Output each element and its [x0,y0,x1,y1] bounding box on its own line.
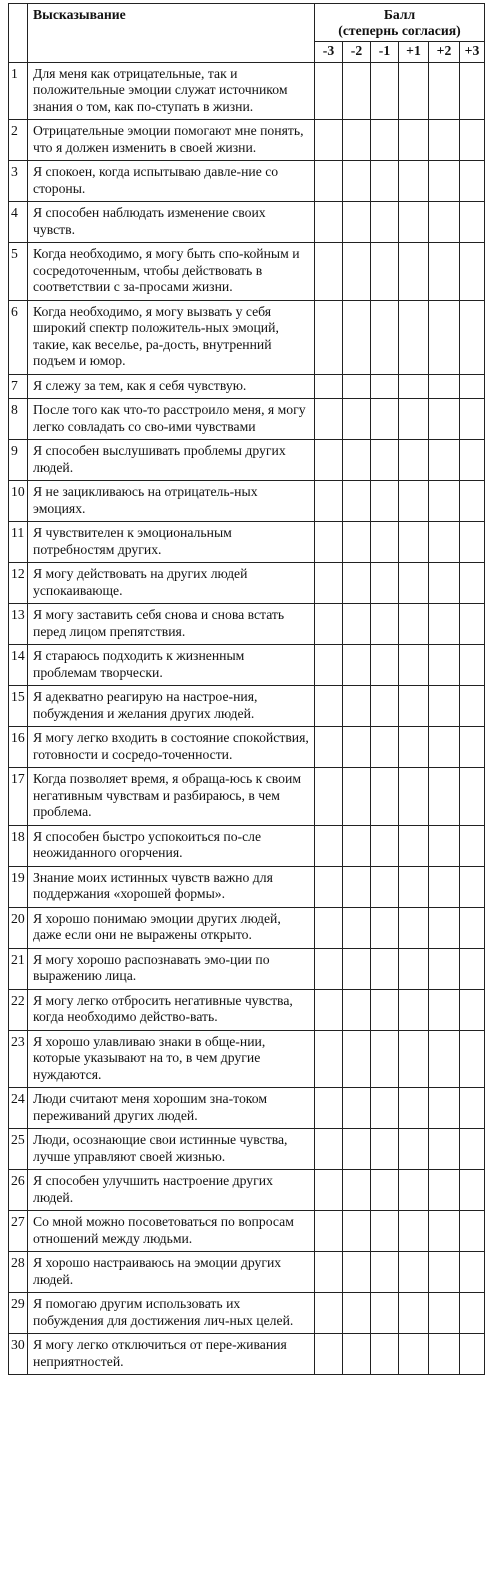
score-cell-3[interactable] [371,399,399,440]
score-cell-3[interactable] [371,1030,399,1088]
score-cell-5[interactable] [429,866,460,907]
score-cell-2[interactable] [343,1211,371,1252]
score-cell-3[interactable] [371,768,399,826]
item-statement: Для меня как отрицательные, так и положительные эмоции служат источником знания о том, как по-ступать в жизни. [28,62,315,120]
score-cell-1[interactable] [315,825,343,866]
scale-plus-1: +1 [399,42,429,63]
table-row [9,399,485,440]
score-cell-4[interactable] [399,989,429,1030]
item-statement: Я чувствителен к эмоциональным потребностям других. [28,522,315,563]
item-number: 6 [9,300,28,374]
score-cell-3[interactable] [371,1211,399,1252]
score-cell-5[interactable] [429,374,460,399]
item-number: 14 [9,645,28,686]
score-cell-2[interactable] [343,604,371,645]
score-cell-4[interactable] [399,727,429,768]
score-cell-2[interactable] [343,768,371,826]
score-cell-6[interactable] [460,768,485,826]
score-cell-3[interactable] [371,1293,399,1334]
item-number: 23 [9,1030,28,1088]
score-cell-5[interactable] [429,1170,460,1211]
score-cell-1[interactable] [315,866,343,907]
table-row [9,1293,485,1334]
item-statement: Я хорошо понимаю эмоции других людей, даже если они не выражены открыто. [28,907,315,948]
item-statement: Я не зацикливаюсь на отрицатель-ных эмоциях. [28,481,315,522]
item-statement: Я помогаю другим использовать их побуждения для достижения лич-ных целей. [28,1293,315,1334]
score-cell-3[interactable] [371,161,399,202]
score-cell-4[interactable] [399,1211,429,1252]
item-statement: Я могу легко отключиться от пере-живания неприятностей. [28,1334,315,1375]
table-row [9,120,485,161]
score-cell-5[interactable] [429,202,460,243]
item-statement: Я хорошо улавливаю знаки в обще-нии, которые указывают на то, в чем другие нуждаются. [28,1030,315,1088]
score-cell-5[interactable] [429,768,460,826]
score-cell-4[interactable] [399,948,429,989]
questionnaire-table [8,3,485,1375]
score-cell-1[interactable] [315,161,343,202]
score-cell-5[interactable] [429,645,460,686]
score-cell-1[interactable] [315,481,343,522]
score-cell-3[interactable] [371,604,399,645]
score-cell-6[interactable] [460,243,485,301]
score-cell-1[interactable] [315,202,343,243]
score-cell-2[interactable] [343,1088,371,1129]
table-row [9,768,485,826]
item-statement: Я способен улучшить настроение других людей. [28,1170,315,1211]
score-cell-3[interactable] [371,1334,399,1375]
score-cell-5[interactable] [429,522,460,563]
score-cell-4[interactable] [399,243,429,301]
item-statement: Когда позволяет время, я обраща-юсь к своим негативным чувствам и разбираюсь, в чем проблема. [28,768,315,826]
score-cell-4[interactable] [399,120,429,161]
item-number: 4 [9,202,28,243]
score-cell-3[interactable] [371,522,399,563]
score-cell-1[interactable] [315,907,343,948]
item-number: 30 [9,1334,28,1375]
score-cell-6[interactable] [460,161,485,202]
score-cell-4[interactable] [399,604,429,645]
score-cell-5[interactable] [429,907,460,948]
item-number: 28 [9,1252,28,1293]
score-cell-4[interactable] [399,522,429,563]
table-row [9,727,485,768]
table-row [9,522,485,563]
score-cell-1[interactable] [315,563,343,604]
score-cell-3[interactable] [371,563,399,604]
score-cell-2[interactable] [343,161,371,202]
item-statement: Люди, осознающие свои истинные чувства, лучше управляют своей жизнью. [28,1129,315,1170]
score-cell-1[interactable] [315,62,343,120]
score-cell-2[interactable] [343,300,371,374]
score-cell-4[interactable] [399,1293,429,1334]
score-cell-6[interactable] [460,727,485,768]
score-cell-6[interactable] [460,825,485,866]
score-cell-3[interactable] [371,989,399,1030]
score-cell-6[interactable] [460,866,485,907]
score-cell-2[interactable] [343,948,371,989]
item-statement: Я хорошо настраиваюсь на эмоции других людей. [28,1252,315,1293]
score-cell-6[interactable] [460,686,485,727]
score-cell-1[interactable] [315,1129,343,1170]
score-cell-1[interactable] [315,522,343,563]
score-cell-1[interactable] [315,604,343,645]
score-cell-5[interactable] [429,243,460,301]
item-statement: Я способен выслушивать проблемы других людей. [28,440,315,481]
score-cell-4[interactable] [399,481,429,522]
score-cell-4[interactable] [399,1334,429,1375]
score-cell-5[interactable] [429,989,460,1030]
item-number: 24 [9,1088,28,1129]
item-number: 25 [9,1129,28,1170]
score-cell-4[interactable] [399,1170,429,1211]
score-header [315,4,485,42]
table-row [9,1030,485,1088]
score-cell-3[interactable] [371,686,399,727]
table-row [9,686,485,727]
table-row [9,866,485,907]
score-cell-6[interactable] [460,1334,485,1375]
score-cell-2[interactable] [343,440,371,481]
scale-minus-2: -2 [343,42,371,63]
score-cell-6[interactable] [460,1170,485,1211]
item-number: 10 [9,481,28,522]
score-cell-1[interactable] [315,374,343,399]
score-cell-5[interactable] [429,399,460,440]
score-cell-4[interactable] [399,907,429,948]
item-statement: Я могу легко отбросить негативные чувства, когда необходимо действо-вать. [28,989,315,1030]
score-cell-4[interactable] [399,161,429,202]
score-cell-2[interactable] [343,686,371,727]
table-row [9,989,485,1030]
item-number: 18 [9,825,28,866]
score-cell-5[interactable] [429,1252,460,1293]
score-cell-6[interactable] [460,1211,485,1252]
score-cell-6[interactable] [460,563,485,604]
item-statement: Я способен быстро успокоиться по-сле неожиданного огорчения. [28,825,315,866]
score-cell-6[interactable] [460,1030,485,1088]
score-cell-1[interactable] [315,243,343,301]
score-cell-3[interactable] [371,374,399,399]
score-cell-3[interactable] [371,440,399,481]
table-row [9,1088,485,1129]
score-cell-2[interactable] [343,202,371,243]
table-row [9,604,485,645]
score-cell-3[interactable] [371,300,399,374]
score-cell-2[interactable] [343,1030,371,1088]
score-cell-2[interactable] [343,62,371,120]
score-cell-1[interactable] [315,1334,343,1375]
score-cell-5[interactable] [429,161,460,202]
item-statement: Отрицательные эмоции помогают мне понять, что я должен изменить в своей жизни. [28,120,315,161]
table-row [9,161,485,202]
item-statement: Знание моих истинных чувств важно для поддержания «хорошей формы». [28,866,315,907]
score-cell-5[interactable] [429,563,460,604]
score-cell-4[interactable] [399,1129,429,1170]
score-cell-4[interactable] [399,62,429,120]
score-cell-6[interactable] [460,399,485,440]
score-cell-5[interactable] [429,62,460,120]
score-cell-6[interactable] [460,374,485,399]
score-cell-2[interactable] [343,374,371,399]
score-cell-2[interactable] [343,989,371,1030]
score-cell-1[interactable] [315,120,343,161]
score-cell-4[interactable] [399,399,429,440]
score-cell-3[interactable] [371,907,399,948]
statement-header: Высказывание [28,4,315,63]
score-cell-4[interactable] [399,1030,429,1088]
score-cell-1[interactable] [315,1211,343,1252]
score-cell-4[interactable] [399,825,429,866]
score-cell-5[interactable] [429,686,460,727]
score-cell-1[interactable] [315,989,343,1030]
score-cell-1[interactable] [315,645,343,686]
score-cell-4[interactable] [399,300,429,374]
score-cell-5[interactable] [429,1211,460,1252]
score-cell-1[interactable] [315,948,343,989]
item-number: 15 [9,686,28,727]
scale-minus-1: -1 [371,42,399,63]
item-statement: Когда необходимо, я могу вызвать у себя широкий спектр положитель-ных эмоций, такие, как веселье, ра-дость, внутренний подъем и юмор. [28,300,315,374]
item-number: 22 [9,989,28,1030]
item-number: 9 [9,440,28,481]
score-cell-2[interactable] [343,481,371,522]
table-row [9,1129,485,1170]
table-row [9,948,485,989]
score-cell-2[interactable] [343,1129,371,1170]
scale-minus-3: -3 [315,42,343,63]
score-cell-2[interactable] [343,522,371,563]
score-cell-4[interactable] [399,202,429,243]
score-cell-5[interactable] [429,120,460,161]
score-cell-6[interactable] [460,202,485,243]
score-cell-3[interactable] [371,243,399,301]
item-number: 20 [9,907,28,948]
scale-plus-2: +2 [429,42,460,63]
table-row [9,300,485,374]
score-cell-6[interactable] [460,645,485,686]
item-number: 21 [9,948,28,989]
score-cell-1[interactable] [315,1252,343,1293]
score-cell-6[interactable] [460,989,485,1030]
item-statement: После того как что-то расстроило меня, я могу легко совладать со сво-ими чувствами [28,399,315,440]
item-statement: Со мной можно посоветоваться по вопросам отношений между людьми. [28,1211,315,1252]
score-cell-1[interactable] [315,1030,343,1088]
table-row [9,481,485,522]
score-cell-5[interactable] [429,1030,460,1088]
table-row [9,1334,485,1375]
score-cell-6[interactable] [460,1088,485,1129]
table-row [9,825,485,866]
table-row [9,243,485,301]
table-row [9,907,485,948]
table-row [9,374,485,399]
score-subtitle: (степернь согласия) [338,23,461,38]
score-cell-5[interactable] [429,1293,460,1334]
score-cell-6[interactable] [460,1293,485,1334]
table-row [9,1211,485,1252]
score-cell-6[interactable] [460,1129,485,1170]
table-header [9,4,485,63]
item-number: 1 [9,62,28,120]
score-cell-6[interactable] [460,481,485,522]
score-cell-2[interactable] [343,563,371,604]
score-cell-4[interactable] [399,374,429,399]
score-cell-4[interactable] [399,768,429,826]
score-cell-3[interactable] [371,1170,399,1211]
item-number: 11 [9,522,28,563]
score-cell-1[interactable] [315,1293,343,1334]
table-row [9,1252,485,1293]
item-number: 7 [9,374,28,399]
score-cell-3[interactable] [371,1252,399,1293]
score-cell-2[interactable] [343,866,371,907]
score-cell-6[interactable] [460,62,485,120]
score-cell-1[interactable] [315,1170,343,1211]
score-cell-1[interactable] [315,300,343,374]
score-cell-4[interactable] [399,686,429,727]
item-statement: Я стараюсь подходить к жизненным проблемам творчески. [28,645,315,686]
score-cell-3[interactable] [371,1088,399,1129]
item-statement: Я могу действовать на других людей успокаивающе. [28,563,315,604]
score-cell-3[interactable] [371,202,399,243]
score-cell-3[interactable] [371,948,399,989]
item-number: 5 [9,243,28,301]
score-cell-6[interactable] [460,907,485,948]
score-cell-1[interactable] [315,768,343,826]
score-cell-3[interactable] [371,1129,399,1170]
score-cell-4[interactable] [399,1088,429,1129]
table-row [9,645,485,686]
score-cell-5[interactable] [429,1334,460,1375]
score-cell-3[interactable] [371,645,399,686]
score-cell-5[interactable] [429,604,460,645]
item-number: 13 [9,604,28,645]
questionnaire-page [8,3,485,1375]
score-cell-2[interactable] [343,399,371,440]
item-statement: Я спокоен, когда испытываю давле-ние со стороны. [28,161,315,202]
score-cell-5[interactable] [429,948,460,989]
score-cell-2[interactable] [343,1293,371,1334]
table-row [9,202,485,243]
score-cell-4[interactable] [399,440,429,481]
score-cell-4[interactable] [399,866,429,907]
score-cell-4[interactable] [399,1252,429,1293]
item-number: 8 [9,399,28,440]
score-cell-5[interactable] [429,825,460,866]
score-cell-1[interactable] [315,440,343,481]
item-number: 2 [9,120,28,161]
score-cell-2[interactable] [343,1170,371,1211]
score-cell-3[interactable] [371,727,399,768]
score-title: Балл [383,7,416,22]
score-cell-2[interactable] [343,120,371,161]
item-number: 19 [9,866,28,907]
score-cell-6[interactable] [460,300,485,374]
score-cell-4[interactable] [399,563,429,604]
item-number: 3 [9,161,28,202]
table-row [9,563,485,604]
score-cell-2[interactable] [343,645,371,686]
score-cell-3[interactable] [371,481,399,522]
item-statement: Я могу заставить себя снова и снова встать перед лицом препятствия. [28,604,315,645]
score-cell-2[interactable] [343,727,371,768]
score-cell-2[interactable] [343,907,371,948]
table-row [9,62,485,120]
score-cell-3[interactable] [371,120,399,161]
score-cell-3[interactable] [371,866,399,907]
item-number: 12 [9,563,28,604]
score-cell-1[interactable] [315,1088,343,1129]
item-number: 27 [9,1211,28,1252]
score-cell-6[interactable] [460,604,485,645]
score-cell-5[interactable] [429,1088,460,1129]
item-statement: Я могу легко входить в состояние спокойствия, готовности и сосредо-точенности. [28,727,315,768]
item-number: 26 [9,1170,28,1211]
score-cell-1[interactable] [315,399,343,440]
item-number: 29 [9,1293,28,1334]
table-row [9,1170,485,1211]
score-cell-5[interactable] [429,1129,460,1170]
item-statement: Когда необходимо, я могу быть спо-койным и сосредоточенным, чтобы действовать в соответствии с за-просами жизни. [28,243,315,301]
item-statement: Я адекватно реагирую на настрое-ния, побуждения и желания других людей. [28,686,315,727]
score-cell-6[interactable] [460,440,485,481]
number-header [9,4,28,63]
score-cell-6[interactable] [460,522,485,563]
statement-rows [9,62,485,1375]
score-cell-5[interactable] [429,727,460,768]
score-cell-4[interactable] [399,645,429,686]
score-cell-6[interactable] [460,1252,485,1293]
item-statement: Я способен наблюдать изменение своих чувств. [28,202,315,243]
score-cell-2[interactable] [343,825,371,866]
score-cell-1[interactable] [315,727,343,768]
score-cell-2[interactable] [343,243,371,301]
score-cell-5[interactable] [429,440,460,481]
score-cell-2[interactable] [343,1334,371,1375]
score-cell-6[interactable] [460,120,485,161]
score-cell-6[interactable] [460,948,485,989]
item-statement: Я слежу за тем, как я себя чувствую. [28,374,315,399]
item-statement: Я могу хорошо распознавать эмо-ции по выражению лица. [28,948,315,989]
table-row [9,440,485,481]
item-number: 16 [9,727,28,768]
score-cell-3[interactable] [371,62,399,120]
score-cell-3[interactable] [371,825,399,866]
score-cell-1[interactable] [315,686,343,727]
scale-plus-3: +3 [460,42,485,63]
score-cell-2[interactable] [343,1252,371,1293]
item-statement: Люди считают меня хорошим зна-током переживаний других людей. [28,1088,315,1129]
score-cell-5[interactable] [429,481,460,522]
item-number: 17 [9,768,28,826]
score-cell-5[interactable] [429,300,460,374]
